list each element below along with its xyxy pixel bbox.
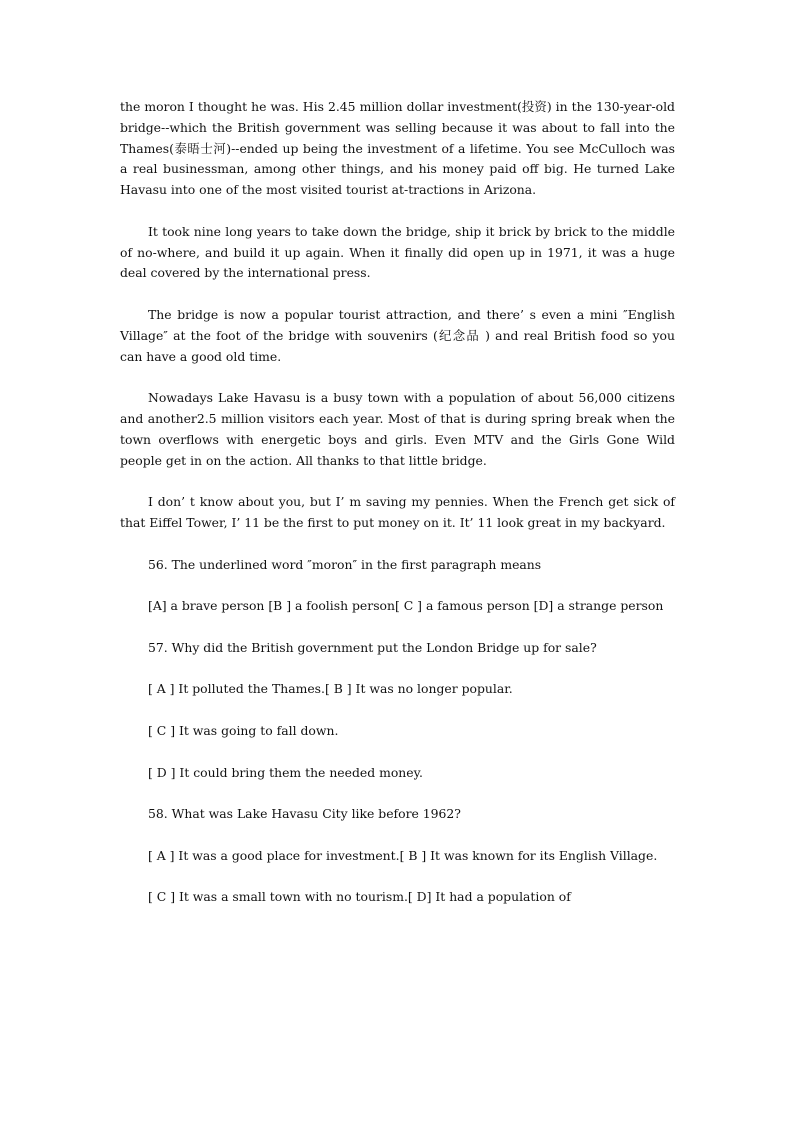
question-57-option-d: [ D ] It could bring them the needed money. xyxy=(148,764,423,780)
paragraph-rebuilding: It took nine long years to take down the bridge, ship it brick by brick to the middle of no-where, and build it up again. When it finally did open up in 1971, it was a huge deal covered by the international press. xyxy=(120,223,675,281)
paragraph-population: Nowadays Lake Havasu is a busy town with a population of about 56,000 citizens and another2.5 million visitors each year. Most of that is during spring break when the town overflows with energetic boys and girls. Even MTV and the Girls Gone Wild people get in on the action. All thanks to that little bridge. xyxy=(120,390,675,468)
paragraph-eiffel: I don’ t know about you, but I’ m saving my pennies. When the French get sick of that Eiffel Tower, I’ 11 be the first to put money on it. It’ 11 look great in my backyard. xyxy=(120,494,675,530)
question-58-options-cd: [ C ] It was a small town with no tourism.[ D] It had a population of xyxy=(148,889,571,905)
question-56-stem: 56. The underlined word ″moron″ in the first paragraph means xyxy=(148,556,542,572)
question-58-options-ab: [ A ] It was a good place for investment.[ B ] It was known for its English Village. xyxy=(148,847,658,863)
question-57-stem: 57. Why did the British government put the London Bridge up for sale? xyxy=(148,639,597,655)
question-58-stem: 58. What was Lake Havasu City like before 1962? xyxy=(148,806,461,822)
paragraph-investment: the moron I thought he was. His 2.45 million dollar investment(投资) in the 130-year-old bridge--which the British government was selling because it was about to fall into the Thames(泰晤士河)--ended up being the investment of a lifetime. You see McCulloch was a real businessman, among other things, and his money paid off big. He turned Lake Havasu into one of the most visited tourist at-tractions in Arizona. xyxy=(120,99,675,198)
document-page xyxy=(120,97,675,908)
paragraph-attraction: The bridge is now a popular tourist attraction, and there’ s even a mini ″English Village″ at the foot of the bridge with souvenirs (纪念品 ) and real British food so you can have a good old time. xyxy=(120,306,675,364)
question-56-options: [A] a brave person [B ] a foolish person[ C ] a famous person [D] a strange person xyxy=(148,598,664,614)
question-57-options-ab: [ A ] It polluted the Thames.[ B ] It was no longer popular. xyxy=(148,681,513,697)
question-57-option-c: [ C ] It was going to fall down. xyxy=(148,722,339,738)
